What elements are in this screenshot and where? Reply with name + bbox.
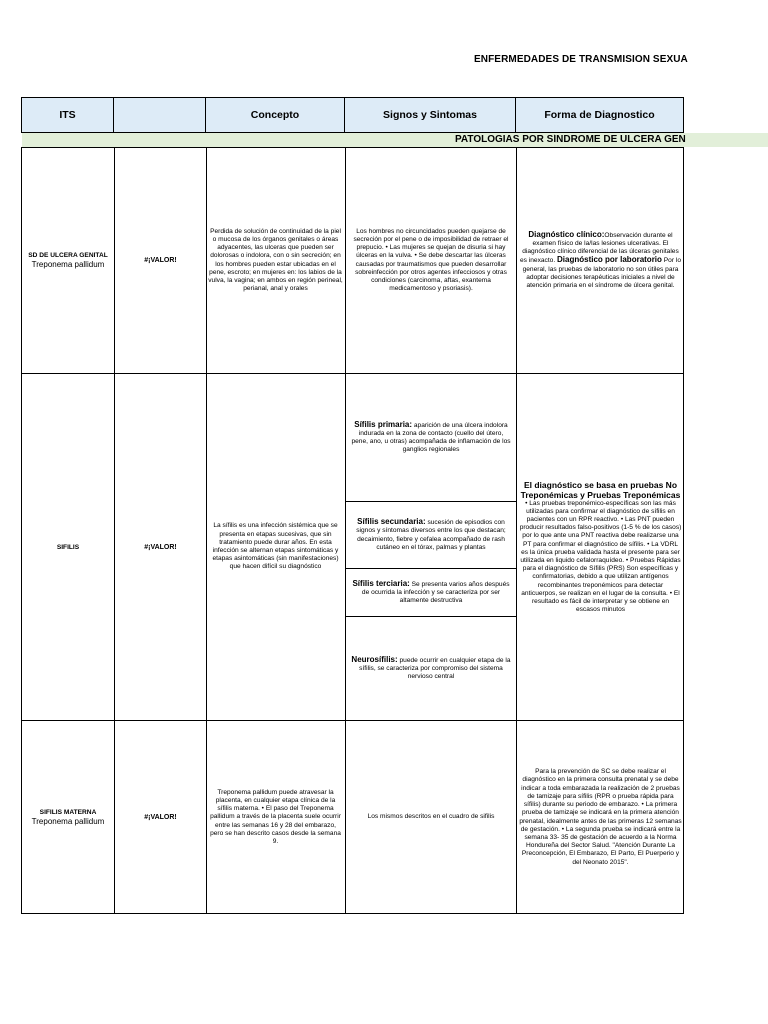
section-band [22,133,768,147]
signos-text: Los mismos descritos en el cuadro de sifilis [367,813,495,821]
value-cell [115,148,206,373]
header-its: ITS [21,97,114,133]
stage-text [350,421,512,455]
concepto-cell [206,721,345,914]
diag-laboratorio-title: Diagnóstico por laboratorio [557,255,662,265]
section-label: PATOLOGIAS POR SÍNDROME DE ULCERA GEN [455,134,686,145]
error-value: #¡VALOR! [144,257,177,264]
diagnostico-cell [517,374,684,720]
its-cell [22,721,114,914]
header-diagnostico: Forma de Diagnostico [516,97,684,133]
diag-text: • Las pruebas treponémico-específicas son las más utilizadas para confirmar el diagnóstico de sífilis en pacientes con un RPR reactivo. • Las PNT pueden producir resultados falso-positivos (1-5 % de los casos) por lo que ante una PNT reactiva debe realizarse una PT para confirmar el diagnóstico de sífilis. • La VDRL es la única prueba validada hasta el presente para ser utilizada en liquido cefalorraquídeo. • Pruebas Rápidas para el diagnóstico de Sífilis (PRS) Son específicas y confirmatorias, debido a que utilizan antígenos recombinantes treponémicos para detectar anticuerpos, se realizan en el lugar de la consulta. • El resultado es fácil de interpretar y se obtiene en escasos minutos [519,499,682,614]
stage-description: puede ocurrir en cualquier etapa de la sífilis, se caracteriza por compromiso del sistema nervioso central [359,656,511,681]
its-agent: Treponema pallidum [31,817,105,826]
concepto-text: Treponema pallidum puede atravesar la placenta, en cualquier etapa clínica de la sífilis materna. • El paso del Treponema pallidum a través de la placenta suele ocurrir entre las semanas 16 y 28 del embarazo, pero se han descrito casos desde la semana 9. [210,788,341,845]
header-blank [114,97,206,133]
concepto-text: Perdida de solución de continuidad de la piel o mucosa de los órganos genitales o áreas adyacentes, las ulceras que pueden ser dolorosas o indolora, con o sin secreción; en los hombres pueden estar ubicadas en el pene, escroto; en mujeres en: los labios de la vulva, la vagina; en ambos en región perineal, perianal, anal y orales [208,227,343,293]
stage-text [348,656,514,682]
diag-text: Para la prevención de SC se debe realizar el diagnóstico en la primera consulta prenatal y se debe indicar a toda embarazada la realización de 2 pruebas de tamizaje para sífilis (RPR o prueba rápida para sífilis) durante su periodo de embarazo. • La primera prueba de tamizaje se indicará en la primera atención prenatal, idealmente antes de las primeras 12 semanas de gestación. • La segunda prueba se indicará entre la semana 33- 35 de gestación de acuerdo a la Norma Hondureña del Sector Salud. "Atención Durante La Preconcepción, El Embarazo, El Parto, El Puerperio y del Neonato 2015". [519,768,682,866]
stage-title: Sífilis secundaria: [357,517,426,527]
stage-cell-neurosifilis [346,617,516,720]
error-value: #¡VALOR! [144,814,177,821]
stage-cell-terciaria [346,569,516,616]
stage-cell-secundaria [346,502,516,568]
stage-description: sucesión de episodios con signos y síntomas diversos entre los que destacan; decaimiento, fiebre y cefalea acompañado de rash cutáneo en el tórax, palmas y plantas [356,519,506,551]
diag-laboratorio-text: Por lo general, las pruebas de laboratorio no son útiles para adoptar decisiones terapéuticas iniciales a nivel de atención primaria en el síndrome de úlcera genital. [522,257,681,289]
stage-description: Se presenta varios años después de ocurrida la infección y se caracteriza por ser altamente destructiva [361,580,510,605]
stage-text [349,518,513,552]
its-cell [22,374,114,720]
concepto-text: La sífilis es una infección sistémica que se presenta en etapas sucesivas, que sin tratamiento puede durar años. En esta infección se alternan etapas sintomáticas y etapas asintomáticas (sin manifestaciones) que hacen difícil su diagnóstico [212,522,339,571]
concepto-cell [206,374,345,720]
diagnostico-cell [517,148,684,373]
its-name: SIFILIS MATERNA [39,809,97,816]
header-concepto: Concepto [206,97,345,133]
its-cell [22,148,114,373]
signos-cell [346,148,516,373]
diagnostico-text [519,231,682,290]
diag-heading: El diagnóstico se basa en pruebas No Treponémicas y Pruebas Treponémicas [520,479,681,500]
value-cell [115,374,206,720]
stage-title: Sífilis primaria: [354,419,413,429]
diag-clinico-text: Observación durante el examen físico de la/las lesiones ulcerativas. El diagnóstico clínico diferencial de las úlceras genitales es inexacto. [519,231,679,265]
its-agent: Treponema pallidum [31,260,105,269]
document-title: ENFERMEDADES DE TRANSMISION SEXUA [474,54,688,65]
error-value: #¡VALOR! [144,543,177,551]
signos-text: Los hombres no circuncidados pueden quejarse de secreción por el pene o de imposibilidad de retraer el prepucio. • Las mujeres se quejan de disuria si hay úlceras en la vulva. • Se debe descartar las úlceras causadas por traumatismos que pueden desarrollar sobreinfección por otros agentes infecciosos y otras condiciones (carcinoma, aftas, exantema medicamentoso y psoriasis). [353,227,509,293]
its-name: SIFILIS [56,543,80,551]
diag-clinico-title: Diagnóstico clínico: [528,229,605,239]
stage-title: Neurosífilis: [351,654,398,664]
header-signos: Signos y Sintomas [345,97,516,133]
stage-title: Sífilis terciaria: [352,578,410,588]
stage-description: aparición de una úlcera indolora indurada en la zona de contacto (cuello del útero, pene, ano, u otras) acompañada de inflamación de los ganglios regionales [351,421,511,454]
concepto-cell [206,148,345,373]
value-cell [115,721,206,914]
signos-cell [346,721,516,914]
stage-cell-primaria [346,374,516,501]
stage-text [349,580,513,606]
diagnostico-cell [517,721,684,914]
its-name: SD DE ULCERA GENITAL [28,252,108,259]
